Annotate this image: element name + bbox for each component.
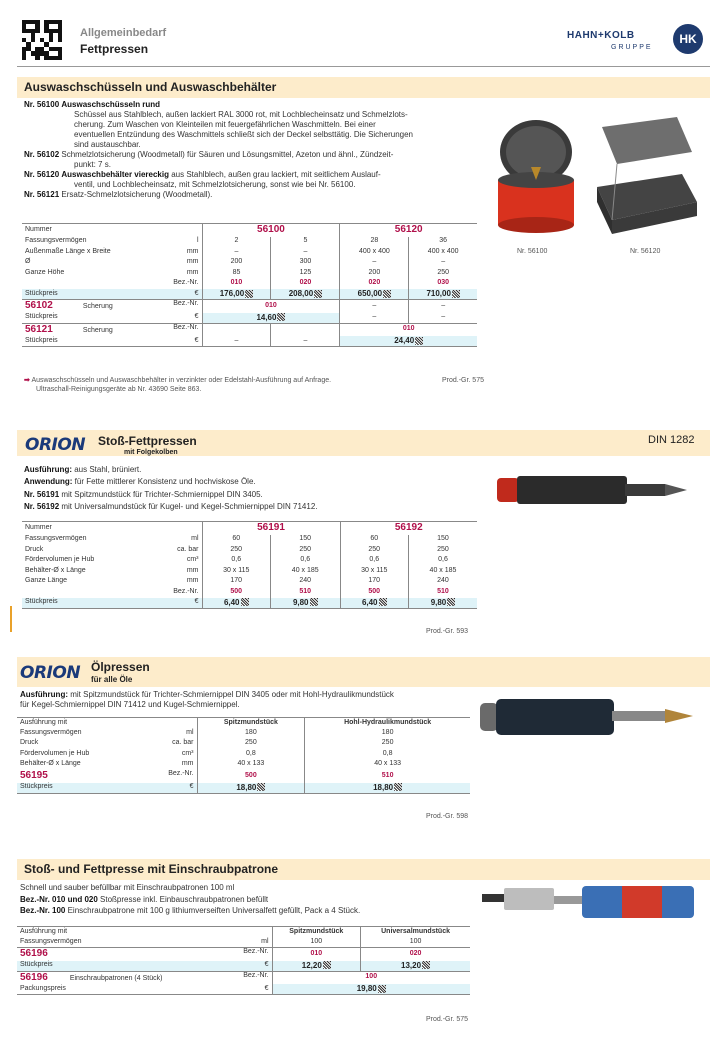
dash-cell: – [271, 336, 340, 347]
img-caption-56120: Nr. 56120 [630, 248, 661, 255]
bez-cell: 010 [272, 948, 361, 961]
price-cell[interactable]: 13,20 [361, 961, 470, 972]
value-cell: 240 [408, 577, 477, 588]
spec-row [17, 728, 470, 739]
beznr-label: Bez.-Nr. [173, 323, 199, 331]
price-cell[interactable]: 208,00 [271, 289, 340, 300]
desc-line: cherung. Zum Waschen von Kleinteilen mit feuergefährlichen Waschmitteln. Bei einer [74, 120, 376, 129]
dash-cell: – [340, 313, 409, 324]
col-56191: 56191 [202, 522, 340, 535]
dash-cell: – [409, 313, 477, 324]
value-cell: 0,6 [408, 556, 477, 567]
spec-row [22, 258, 477, 269]
table-header: Ausführung mit [20, 718, 68, 726]
value-cell: 125 [271, 268, 340, 279]
row-unit: mm [186, 566, 199, 574]
value-cell: – [409, 258, 477, 269]
price-label: Stückpreis [20, 783, 53, 791]
price-cell[interactable]: 6,40 [340, 598, 408, 609]
spec-row [22, 535, 477, 546]
bez-cell: 500 [197, 770, 305, 783]
nr-56196: 56196 [20, 948, 48, 959]
col-56100: 56100 [202, 224, 340, 237]
value-cell: 0,8 [305, 749, 470, 760]
spec-row [22, 556, 477, 567]
bez-cell: 500 [202, 587, 270, 598]
beznr-label: Bez.-Nr. [173, 279, 199, 287]
row-name: Scherung [82, 326, 113, 334]
price-label: Stückpreis [20, 961, 53, 969]
spec-row [22, 577, 477, 588]
brand-emblem-icon: HK [673, 24, 703, 54]
table-56195 [17, 717, 470, 794]
row-label: Außenmaße Länge x Breite [25, 247, 111, 255]
row-unit: l [196, 237, 199, 245]
category-label: Allgemeinbedarf [80, 27, 167, 39]
s2-subtitle: mit Folgekolben [124, 449, 178, 456]
price-label: Stückpreis [25, 598, 58, 606]
euro-sign: € [194, 598, 199, 606]
bez-cell: 510 [305, 770, 470, 783]
price-label: Packungspreis [20, 984, 66, 992]
value-cell: 400 x 400 [409, 247, 477, 258]
price-cell[interactable]: 9,80 [408, 598, 477, 609]
value-cell: – [202, 247, 271, 258]
row-unit: ml [186, 728, 194, 736]
price-cell[interactable]: 9,80 [270, 598, 340, 609]
bez-cell: 030 [409, 279, 477, 290]
s3-description: Ausführung: mit Spitzmundstück für Trichter-Schmiernippel DIN 3405 oder mit Hohl-Hydraulikmundstück für Kegel-Schmiernippel DIN 71412 und Kugel-Schmiernippel. [20, 690, 394, 709]
value-cell: 250 [409, 268, 477, 279]
table-header-nummer: Nummer [25, 225, 52, 233]
col-universal: Universalmundstück [361, 927, 470, 938]
euro-sign: € [194, 336, 199, 344]
bez-cell: 020 [271, 279, 340, 290]
section-band-auswasch: Auswaschschüsseln und Auswaschbehälter [17, 77, 710, 98]
value-cell: 150 [408, 535, 477, 546]
price-cell[interactable]: 6,40 [202, 598, 270, 609]
dash-cell: – [202, 336, 271, 347]
value-cell: 240 [270, 577, 340, 588]
desc-line: eventuellen Entzündung des Waschmittels schließt sich der Deckel selbsttätig. Die Sicherungen [74, 130, 413, 139]
value-cell: 0,6 [340, 556, 408, 567]
value-cell: 40 x 133 [305, 760, 470, 771]
value-cell: 60 [202, 535, 270, 546]
value-cell: 40 x 185 [408, 566, 477, 577]
row-unit: mm [186, 268, 199, 276]
row-label: Ø [25, 258, 31, 266]
col-spitz: Spitzmundstück [197, 718, 305, 729]
col-spitz: Spitzmundstück [272, 927, 361, 938]
row-unit: mm [181, 760, 194, 768]
s1-footnote: ➡ Auswaschschüsseln und Auswaschbehälter in verzinkter oder Edelstahl-Ausführung auf Anfrage. Prod.-Gr. 575 Ultraschall-Reinigungsgeräte ab Nr. 43690 Seite 863. [24, 377, 484, 393]
bez-cell: 020 [361, 948, 470, 961]
row-label: Behälter-Ø x Länge [20, 760, 81, 768]
row-label: Fassungsvermögen [25, 237, 87, 245]
value-cell: 200 [202, 258, 271, 269]
bez-cell: 010 [202, 300, 340, 313]
page-title: Fettpressen [80, 42, 149, 56]
row-unit: mm [186, 247, 199, 255]
bez-cell: 010 [340, 323, 477, 336]
value-cell: 40 x 185 [270, 566, 340, 577]
col-hohl: Hohl-Hydraulikmundstück [305, 718, 470, 729]
s2-title: Stoß-Fettpressen [98, 434, 197, 448]
din-label: DIN 1282 [648, 434, 695, 446]
nr-56121: 56121 [25, 323, 53, 335]
value-cell: – [271, 247, 340, 258]
value-cell: 85 [202, 268, 271, 279]
section-band-einschraub: Stoß- und Fettpresse mit Einschraubpatrone [17, 859, 710, 880]
value-cell: – [340, 258, 409, 269]
beznr-label: Bez.-Nr. [168, 770, 194, 777]
nr-56196-pack: 56196 [20, 971, 48, 983]
row-name: Scherung [82, 303, 113, 310]
price-label: Stückpreis [25, 313, 58, 321]
value-cell: 100 [272, 937, 361, 948]
s3-subtitle: für alle Öle [91, 675, 133, 684]
price-cell[interactable]: 19,80 [272, 984, 470, 995]
value-cell: 180 [197, 728, 305, 739]
value-cell: 30 x 115 [202, 566, 270, 577]
spec-row [22, 566, 477, 577]
prod-group: Prod.-Gr. 575 [426, 1016, 469, 1023]
price-cell[interactable]: 710,00 [409, 289, 477, 300]
row-label: Fassungsvermögen [25, 535, 87, 543]
orion-logo: ORION [20, 663, 81, 683]
value-cell: 250 [202, 545, 270, 556]
bez-cell: 020 [340, 279, 409, 290]
row-unit: ml [191, 535, 199, 543]
row-unit: mm [186, 577, 199, 585]
col-56192: 56192 [340, 522, 477, 535]
cartridge-gun-image [482, 880, 702, 930]
value-cell: 28 [340, 237, 409, 248]
row-unit: ml [261, 937, 269, 945]
s3-title: Ölpressen [91, 660, 150, 674]
euro-sign: € [194, 313, 199, 321]
value-cell: 0,6 [202, 556, 270, 567]
row-label: Ganze Länge [25, 577, 68, 585]
beznr-label: Bez.-Nr. [173, 300, 199, 307]
price-cell[interactable]: 18,80 [197, 783, 305, 794]
spec-row [17, 749, 470, 760]
row-label: Fördervolumen je Hub [25, 556, 95, 564]
value-cell: 170 [202, 577, 270, 588]
arrow-icon: ➡ [24, 377, 30, 384]
box-image [592, 112, 704, 240]
table-header-nummer: Nummer [25, 523, 52, 531]
value-cell: 0,6 [270, 556, 340, 567]
value-cell: 250 [197, 739, 305, 750]
value-cell: 170 [340, 577, 408, 588]
price-cell[interactable]: 176,00 [202, 289, 271, 300]
prod-group: Prod.-Gr. 575 [441, 377, 484, 384]
euro-sign: € [194, 289, 199, 297]
row-label: Behälter-Ø x Länge [25, 566, 86, 574]
img-caption-56100: Nr. 56100 [517, 248, 548, 255]
spec-row [22, 247, 477, 258]
table-header: Ausführung mit [20, 927, 68, 935]
value-cell: 250 [305, 739, 470, 750]
euro-sign: € [264, 961, 269, 969]
table-56100 [22, 223, 477, 347]
value-cell: 2 [202, 237, 271, 248]
price-cell[interactable]: 14,60 [202, 313, 340, 324]
row-unit: ca. bar [177, 545, 199, 553]
bez-cell: 510 [270, 587, 340, 598]
header-divider [17, 66, 710, 67]
value-cell: 250 [270, 545, 340, 556]
spec-row [17, 739, 470, 750]
desc-line: Schüssel aus Stahlblech, außen lackiert RAL 3000 rot, mit Lochblecheinsatz und Schmelzlots- [74, 110, 408, 119]
row-name: Einschraubpatronen (4 Stück) [69, 974, 163, 982]
oil-gun-image [480, 693, 695, 741]
euro-sign: € [264, 984, 269, 992]
nr-56102: 56102 [25, 300, 53, 311]
row-label: Fassungsvermögen [20, 728, 82, 736]
value-cell: 5 [271, 237, 340, 248]
row-unit: cm³ [186, 556, 199, 564]
price-label: Stückpreis [25, 289, 58, 297]
value-cell: 40 x 133 [197, 760, 305, 771]
margin-marker [10, 606, 12, 632]
s1-description: Nr. 56100 Auswaschschüsseln rund Schüssel aus Stahlblech, außen lackiert RAL 3000 rot, mit Lochblecheinsatz und Schmelzlots- cherung. Zum Waschen von Kleinteilen mit feuergefährlichen Waschmitteln. Bei einer eventuellen Entzündung des Waschmittels schließt sich der Deckel selbsttätig. Die Sicherungen sind austauschbar. Nr. 56102 Schmelzlotsicherung (Woodmetall) für Säuren und Lösungsmittel, Azeton und ähnl., Zündzeit- punkt: 7 s. Nr. 56120 Auswaschbehälter viereckig aus Stahlblech, außen grau lackiert, mit seitlichem Auslauf- ventil, und Lochblecheinsatz, mit Schmelzlotsicherung, sonst wie bei Nr. 56100. Nr. 56121 Ersatz-Schmelzlotsicherung (Woodmetall). [24, 100, 484, 200]
table-56196 [17, 926, 470, 995]
value-cell: 200 [340, 268, 409, 279]
bez-cell: 500 [340, 587, 408, 598]
qr-code [22, 20, 62, 60]
value-cell: 180 [305, 728, 470, 739]
value-cell: 250 [408, 545, 477, 556]
brand-group: GRUPPE [611, 44, 653, 51]
bez-cell: 510 [408, 587, 477, 598]
value-cell: 60 [340, 535, 408, 546]
grease-gun-image [497, 470, 689, 510]
prod-group: Prod.-Gr. 593 [426, 628, 469, 635]
beznr-label: Bez.-Nr. [243, 971, 269, 979]
price-label: Stückpreis [25, 336, 58, 344]
dash-cell: – [340, 300, 409, 313]
beznr-label: Bez.-Nr. [173, 587, 199, 595]
row-unit: mm [186, 258, 199, 266]
desc-line: sind austauschbar. [74, 140, 141, 149]
value-cell: 300 [271, 258, 340, 269]
bowl-image [495, 112, 577, 237]
price-cell[interactable]: 24,40 [340, 336, 477, 347]
value-cell: 400 x 400 [340, 247, 409, 258]
s2-description: Ausführung: aus Stahl, brüniert. Anwendung: für Fette mittlerer Konsistenz und hochviskose Öle. Nr. 56191 mit Spitzmundstück für Trichter-Schmiernippel DIN 3405. Nr. 56192 mit Universalmundstück für Kugel- und Kegel-Schmiernippel DIN 71412. [24, 465, 318, 512]
orion-logo: ORION [25, 435, 86, 455]
spec-row [17, 760, 470, 771]
brand-name: HAHN+KOLB [567, 30, 635, 41]
brand-logo [567, 28, 707, 60]
spec-row [22, 237, 477, 248]
s4-description: Schnell und sauber befüllbar mit Einschraubpatronen 100 ml Bez.-Nr. 010 und 020 Stoßpresse inkl. Einbauschraubpatronen befüllt Bez.-Nr. 100 Einschraubpatrone mit 100 g lithiumverseiften Universalfett gefüllt, Pack a 4 Stück. [20, 883, 361, 916]
row-unit: cm³ [181, 749, 194, 757]
value-cell: 250 [340, 545, 408, 556]
bez-cell: 010 [202, 279, 271, 290]
euro-sign: € [189, 783, 194, 791]
value-cell: 100 [361, 937, 470, 948]
spec-row [22, 268, 477, 279]
row-unit: ca. bar [172, 739, 194, 747]
spec-row [22, 545, 477, 556]
table-56191 [22, 521, 477, 609]
bez-cell: 100 [272, 971, 470, 984]
value-cell: 0,8 [197, 749, 305, 760]
price-cell[interactable]: 18,80 [305, 783, 470, 794]
price-cell[interactable]: 12,20 [272, 961, 361, 972]
dash-cell: – [409, 300, 477, 313]
price-cell[interactable]: 650,00 [340, 289, 409, 300]
row-label: Fassungsvermögen [20, 937, 82, 945]
value-cell: 150 [270, 535, 340, 546]
row-label: Fördervolumen je Hub [20, 749, 90, 757]
prod-group: Prod.-Gr. 598 [426, 813, 469, 820]
nr-56195: 56195 [20, 770, 48, 781]
value-cell: 36 [409, 237, 477, 248]
col-56120: 56120 [340, 224, 477, 237]
row-label: Druck [25, 545, 44, 553]
beznr-label: Bez.-Nr. [243, 948, 269, 955]
row-label: Druck [20, 739, 39, 747]
row-label: Ganze Höhe [25, 268, 65, 276]
value-cell: 30 x 115 [340, 566, 408, 577]
